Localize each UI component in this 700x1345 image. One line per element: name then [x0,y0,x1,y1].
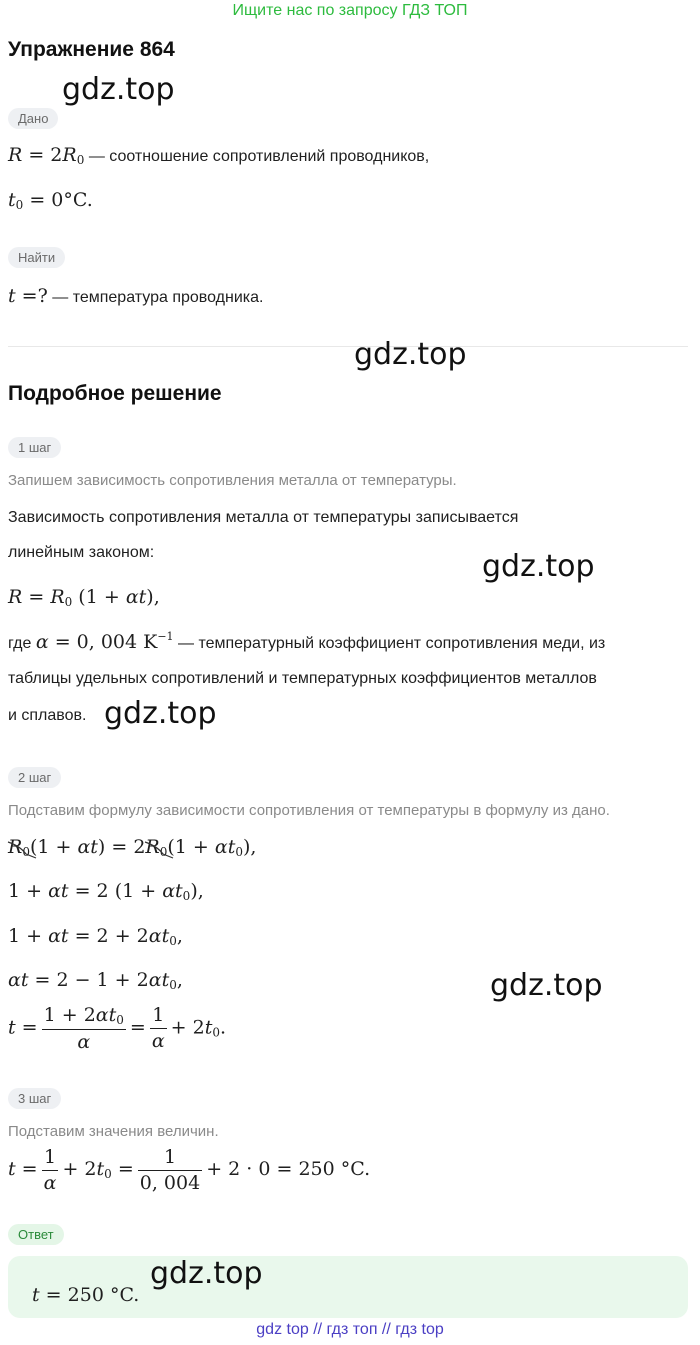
exercise-title: Упражнение 864 [8,38,175,61]
answer-label: Ответ [8,1224,64,1245]
step2-eq-1: $R_0$ $(1 + \alpha t) = 2R_0$ $(1 + \alpha t_0)$, [8,836,257,859]
step1-text-4: таблицы удельных сопротивлений и температурных коэффициентов металлов [8,670,597,687]
step1-text-2: линейным законом: [8,544,155,561]
fraction: $\frac{1}{\alpha}$ [43,1146,57,1194]
watermark: gdz.top [482,549,595,584]
step1-text-5: и сплавов. [8,707,87,724]
step2-eq-5: t = $\frac{1 + 2\alpha t_0}{\alpha}$ = $\frac{1}{\alpha}$ + $2t_0$. [8,1004,227,1053]
watermark: gdz.top [150,1256,263,1291]
find-formula: t =? [8,285,48,307]
step2-hint: Подставим формулу зависимости сопротивления от температуры в формулу из дано. [8,802,610,819]
step1-label: 1 шаг [8,437,61,458]
step1-alpha-line [8,630,605,653]
step1-text-1: Зависимость сопротивления металла от температуры записывается [8,509,519,526]
find-line [8,285,263,307]
given-formula-2: $t_0 = 0^\circ C$. [8,189,93,212]
find-text: — температура проводника. [52,289,264,306]
step2-label: 2 шаг [8,767,61,788]
watermark: gdz.top [354,337,467,372]
fraction: $\frac{1}{\alpha}$ [151,1004,165,1053]
step2-eq-4: $\alpha t = 2 - 1 + 2\alpha t_0$, [8,969,183,992]
cancel-mark-2: $R_0$ [145,836,167,859]
step1-alpha-prefix: где [8,635,32,652]
answer-label-wrap [8,1224,64,1245]
step1-hint: Запишем зависимость сопротивления металла от температуры. [8,472,457,489]
step2-eq-3: $1 + \alpha t = 2 + 2\alpha t_0$, [8,925,183,948]
find-label: Найти [8,247,65,268]
footer-links[interactable]: gdz top // гдз топ // гдз top [256,1321,444,1338]
given-label-wrap [8,108,58,129]
divider [8,346,688,347]
fraction: $\frac{1}{0, 004}$ [139,1146,201,1194]
step3-label: 3 шаг [8,1088,61,1109]
promo-banner[interactable]: Ищите нас по запросу ГДЗ ТОП [232,2,468,19]
given-label: Дано [8,108,58,129]
watermark: gdz.top [490,968,603,1003]
watermark: gdz.top [62,72,175,107]
answer-formula: t = 250 °C. [32,1284,140,1306]
given-text-1: — соотношение сопротивлений проводников, [88,148,430,165]
given-formula-1: $R = 2R_0$ [8,144,85,167]
given-line-1 [8,144,429,167]
step3-eq: t = $\frac{1}{\alpha}$ + $2t_0$ = $\frac{1}{0, 004}$ + 2 · 0 = 250 °C. [8,1146,371,1194]
cancel-mark-1: $R_0$ [8,836,30,859]
solution-title: Подробное решение [8,382,222,405]
step3-hint: Подставим значения величин. [8,1123,219,1140]
fraction: $\frac{1 + 2\alpha t_0}{\alpha}$ [43,1004,124,1053]
step1-formula: $R = R_0$ (1 + αt), [8,586,160,609]
step1-alpha-text: — температурный коэффициент сопротивления меди, из [178,635,606,652]
step2-label-wrap [8,767,61,788]
step2-eq-2: 1 + αt = 2 $(1 + \alpha t_0)$, [8,880,204,903]
step3-label-wrap [8,1088,61,1109]
given-line-2-end: C. [72,189,93,211]
step1-label-wrap [8,437,61,458]
watermark: gdz.top [104,696,217,731]
step1-alpha-formula: α = 0, 004 $K^{-1}$ [35,630,174,653]
find-label-wrap [8,247,65,268]
given-line-2 [8,189,93,212]
